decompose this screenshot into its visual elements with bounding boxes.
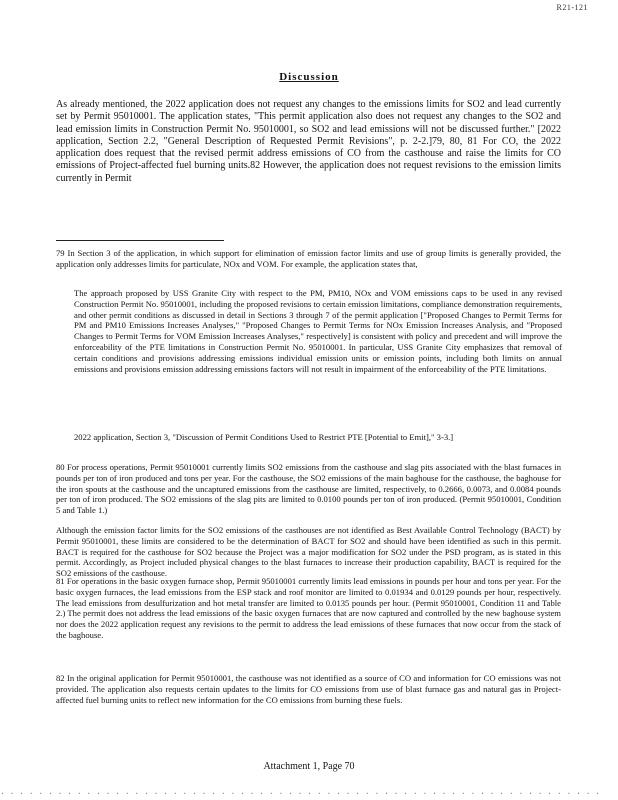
scan-marks: . . . . . . . . . . . . . . . . . . . . . . . . . . . . . . . . . . . . . . . . . . . . . . . . . . . . . . . . . . . . . . . (0, 788, 601, 797)
footnote-79-citation: 2022 application, Section 3, "Discussion of Permit Conditions Used to Restrict PTE [Potential to Emit]," 3-3.] (74, 432, 454, 442)
footnote-79-quote: The approach proposed by USS Granite City with respect to the PM, PM10, NOx and VOM emissions caps to be used in any revised Construction Permit No. 95010001, including the proposed revisions to certain emission limitations, compliance demonstration requirements, and other permit conditions as discussed in detail in Sections 3 through 7 of the permit application ["Proposed Changes to Permit Terms for PM and PM10 Emissions Increases Analyses," "Proposed Changes to Permit Terms for NOx Emission Increases Analysis, and "Proposed Changes to Permit Terms for VOM Emission Increases Analyses," respectively] is consistent with policy and precedent and will improve the enforceability of the PTE limitations in Construction Permit No. 95010001. In particular, USS Granite City emphasizes that removal of certain conditions and provisions addressing emissions individual emission units or emission points, including both limits on annual emissions and provisions emission addressing emissions factors will not result in impairment of the enforceability of the PTE limitations. (74, 288, 562, 374)
footnote-82: 82 In the original application for Permit 95010001, the casthouse was not identified as a source of CO and information for CO emissions was not provided. The application also requests certain updates to the limits for CO emissions from use of blast furnace gas and natural gas in Project-affected fuel burning units to reflect new information for the CO emissions from burning these fuels. (56, 673, 561, 705)
footnote-80-continued: Although the emission factor limits for the SO2 emissions of the casthouses are not identified as Best Available Control Technology (BACT) by Permit 95010001, these limits are considered to be the determination of BACT for SO2 and should have been identified as such in this permit. BACT is required for the casthouse for SO2 because the Project was a major modification for SO2 under the PSD program, as is stated in this permit. Accordingly, as Project included physical changes to the blast furnaces to increase their production capability, BACT is required for the SO2 emissions of the casthouse. (56, 525, 561, 579)
footnote-79-intro: 79 In Section 3 of the application, in which support for elimination of emission factor limits and use of group limits is generally provided, the application only addresses limits for particulate, NOx and VOM. For example, the application states that, (56, 248, 561, 269)
document-code: R21-121 (556, 3, 588, 12)
footnote-separator (56, 240, 224, 241)
footnote-81: 81 For operations in the basic oxygen furnace shop, Permit 95010001 currently limits lead emissions in pounds per hour and tons per year. For the basic oxygen furnaces, the lead emissions from the ESP stack and roof monitor are limited to 0.01934 and 0.0129 pounds per hour, respectively. The lead emissions from desulfurization and hot metal transfer are limited to 0.0135 pounds per hour. (Permit 95010001, Condition 11 and Table 2.) The permit does not address the lead emissions of the basic oxygen furnaces that are now captured and controlled by the new baghouse system nor does the 2022 application request any revisions to the permit to address the lead emissions of these furnaces that now occur from the stack of the baghouse. (56, 576, 561, 640)
page-footer: Attachment 1, Page 70 (263, 761, 355, 772)
footnote-80: 80 For process operations, Permit 95010001 currently limits SO2 emissions from the casthouse and slag pits associated with the blast furnaces in pounds per ton of iron produced and tons per year. For the casthouse, the SO2 emissions of the main baghouse for the casthouse, the baghouse for the iron spouts at the casthouse and the uncaptured emissions from the casthouse are limited, respectively, to 0.2666, 0.0073, and 0.0084 pounds per ton of iron produced. The SO2 emissions of the slag pits are limited to 0.0100 pounds per ton of iron produced. (Permit 95010001, Condition 5 and Table 1.) (56, 462, 561, 516)
main-paragraph: As already mentioned, the 2022 application does not request any changes to the emissions limits for SO2 and lead currently set by Permit 95010001. The application states, "This permit application also does not request any changes to the SO2 and lead emission limits in Construction Permit No. 95010001, so SO2 and lead emissions will not be discussed further." [2022 application, Section 2.2, "General Description of Requested Permit Revisions", p. 2-2.]79, 80, 81 For CO, the 2022 application does request that the revised permit address emissions of CO from the casthouse and raise the limits for CO emissions of Project-affected fuel burning units.82 However, the application does not request revisions to the emission limits currently in Permit (56, 99, 561, 184)
section-heading: Discussion (279, 71, 339, 83)
